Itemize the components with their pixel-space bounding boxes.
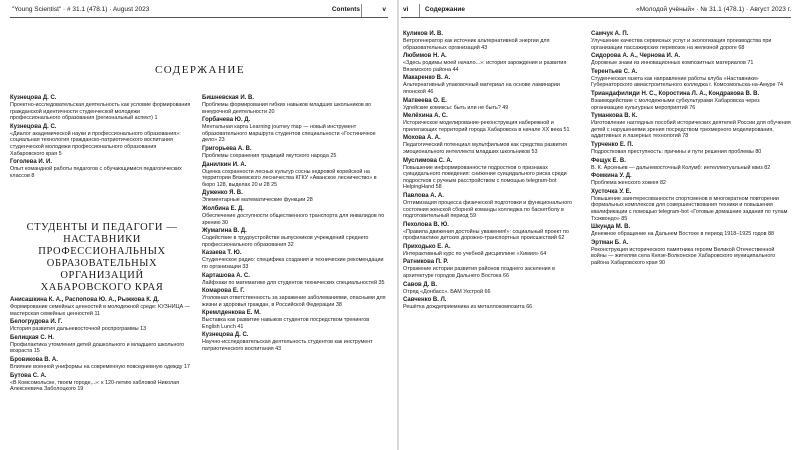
entry-author: Белицкая С. Н. <box>10 334 55 341</box>
entry-page: 76 <box>689 104 696 111</box>
toc-entry[interactable] <box>10 335 192 355</box>
entry-page: 88 <box>767 231 774 238</box>
entry-page: 35 <box>378 279 385 286</box>
entry-author: Карташова А. С. <box>202 272 250 279</box>
toc-entry[interactable] <box>10 357 192 371</box>
entry-page: 23 <box>218 137 225 144</box>
entry-author: Муслимова С. А. <box>403 157 453 164</box>
entry-title: Научно-исследовательская деятельность студентов как инструмент патриотического воспитания <box>202 339 373 353</box>
entry-author: Фомкина У. Д. <box>591 173 632 180</box>
right-header-section: Содержание <box>425 6 466 13</box>
toc-entry[interactable] <box>403 113 583 133</box>
entry-title: Ветрогенератор как источник альтернативной энергии для образовательных организаций <box>403 38 550 51</box>
entry-author: Сидорова А. А., Чернова И. А. <box>591 53 681 60</box>
entry-page: 15 <box>33 348 40 355</box>
toc-entry[interactable] <box>403 193 583 220</box>
right-page <box>399 0 799 450</box>
entry-title: Уголовная ответственность за заражение заболеваниями, опасными для жизни и здоровья граждан, в Российской Федерации <box>202 295 386 308</box>
entry-title: Проблемы формирования гибких навыков младших школьников во внеурочной деятельности <box>202 102 372 115</box>
entry-title: Повышение информированности подростков о признаках суицидального поведения: снижение суицидального риска среди подростков с ручным расстройством с помощью telegram-bot HelpingHand <box>403 164 567 191</box>
toc-entry[interactable] <box>202 95 388 115</box>
entry-page: 13 <box>140 326 147 333</box>
entry-author: Терентьев С. А. <box>591 68 638 75</box>
toc-entry[interactable] <box>202 332 388 352</box>
toc-entry[interactable] <box>202 190 388 204</box>
entry-page: 43 <box>275 346 282 353</box>
entry-author: Кремлденкова Е. М. <box>202 310 261 317</box>
entry-author: Приходько Е. А. <box>403 243 451 250</box>
entry-title: Элементарные математические функции <box>202 197 306 204</box>
entry-author: Бишневская И. В. <box>202 95 254 101</box>
toc-entry[interactable] <box>202 288 388 308</box>
entry-page: 33 <box>242 263 249 270</box>
entry-title: Лайфхаки по математике для студентов технических специальностей <box>202 279 377 286</box>
entry-page: 43 <box>481 44 488 51</box>
entry-page: 28 <box>306 197 313 204</box>
entry-title: История развития дальневосточной роспрограммы <box>10 326 139 333</box>
entry-page: 59 <box>469 213 476 220</box>
entry-page: 66 <box>484 288 491 295</box>
entry-page: 49 <box>502 104 509 111</box>
left-col2 <box>202 95 388 355</box>
page-title: СОДЕРЖАНИЕ <box>154 64 246 76</box>
entry-title: Оптимизация процесса физической подготовки и функционального состояния женской сборной команды колледжа по баскетболу в подготовительный период <box>403 199 573 220</box>
entry-author: Куликов И. В. <box>403 31 444 37</box>
entry-page: 90 <box>659 259 666 266</box>
entry-title: Историческое моделирование-реконструкция набережной и прилегающих территорий города Хабаровска в начале XX века <box>403 120 562 133</box>
toc-entry[interactable] <box>10 319 192 333</box>
entry-title: В. К. Арсеньев — дальневосточный Колумб: интеллектуальный квиз <box>591 164 763 171</box>
entry-title: Содействие в трудоустройстве выпускников учреждений среднего профессионального образования <box>202 235 369 248</box>
entry-title: Профилактика утомления детей дошкольного и младшего школьного возраста <box>10 341 185 355</box>
entry-title: «Правила движения достойны уважения!»: социальный проект по профилактике детских дорожно-транспортных происшествий <box>403 228 569 242</box>
entry-page: 44 <box>452 66 459 73</box>
entry-page: 66 <box>526 304 533 311</box>
entry-title: «Диалог академической науки и профессионального образования»: социальная технология гражданско-патриотического воспитания студенческой молодежи профессионального образования Хабаровского края <box>10 130 181 157</box>
entry-title: Решётка дождеприемника из металлокомпозита <box>403 304 525 311</box>
toc-entry[interactable] <box>202 146 388 160</box>
toc-entry[interactable] <box>202 310 388 330</box>
toc-entry[interactable] <box>591 113 791 140</box>
entry-author: Любимов Н. А. <box>403 53 447 60</box>
toc-entry[interactable] <box>403 297 583 311</box>
toc-entry[interactable] <box>591 173 791 187</box>
entry-title: «В Комсомольске, твоем городе,..»: к 120-летию хабловой Николая Алексеевича Заболоцкого <box>10 379 180 393</box>
entry-page: 25 <box>330 152 337 159</box>
header-divider <box>419 4 420 17</box>
entry-title: Педагогический потенциал мультфильмов как средства развития эмоционального интеллекта младших школьников <box>403 142 568 155</box>
entry-author: Пехоловa В. Ю. <box>403 221 449 228</box>
toc-entry[interactable] <box>202 273 388 287</box>
entry-page: 74 <box>776 82 783 89</box>
right-col2 <box>591 31 791 268</box>
entry-title: Влияние военной униформы на современную повседневную одежду <box>10 363 183 370</box>
entry-page: 5 <box>58 150 62 157</box>
entry-page: 62 <box>558 235 565 242</box>
entry-title: Оценка сохранности лесных культур сосны кедровой корейской на территории Вяземского лесничества КГКУ «Аванское лесничество» в бюро 128, выделах 20 и 28 <box>202 168 377 188</box>
entry-author: Хусточка У. Е. <box>591 188 632 195</box>
entry-title: Проектно-исследовательская деятельность как условие формирования гражданской идентичности студенческой молодежи профессионального образования (региональный аспект) <box>10 102 191 122</box>
entry-author: Данилкин И. А. <box>202 161 247 168</box>
left-header-journal: "Young Scientist" · # 31.1 (478.1) · August 2023 <box>12 6 150 13</box>
left-col1-top <box>10 95 192 181</box>
entry-title: Опыт командной работы педагогов с обучающимися педагогических классов <box>10 166 182 179</box>
entry-title: Формирование семейных ценностей в молодежной среде: КУЗНИЦА — мастерская семейных ценностей <box>10 304 191 317</box>
entry-page: 85 <box>621 215 628 222</box>
toc-entry[interactable] <box>202 228 388 248</box>
entry-title: Отряд «Донбасс». БАМ Укстрой <box>403 288 483 295</box>
entry-author: Кузнецова Д. С. <box>10 95 57 101</box>
entry-page: 78 <box>682 133 689 140</box>
right-col1 <box>403 31 583 313</box>
entry-page: 82 <box>764 164 771 171</box>
toc-entry[interactable] <box>591 91 791 111</box>
entry-page: 8 <box>31 172 35 179</box>
entry-page: 58 <box>435 184 442 191</box>
entry-page: 82 <box>659 180 666 187</box>
entry-page: 30 <box>222 219 228 226</box>
entry-author: Григорьева А. В. <box>202 145 252 152</box>
entry-author: Матвеева О. Е. <box>403 97 447 104</box>
header-divider <box>361 4 362 17</box>
entry-title: Отражение истории развития районов позднего заселения в архитектуре городов Дальнего Востока <box>403 266 555 280</box>
entry-author: Мохова А. А. <box>403 135 441 142</box>
entry-title: Обеспечение доступности общественного транспорта для инвалидов по зрению <box>202 212 385 226</box>
entry-author: Савов Д. В. <box>403 281 437 288</box>
entry-author: Самчук А. П. <box>591 31 629 37</box>
entry-author: Павлова А. А. <box>403 192 444 199</box>
toc-entry[interactable] <box>403 98 583 112</box>
toc-entry[interactable] <box>10 297 192 317</box>
toc-entry[interactable] <box>202 250 388 270</box>
entry-author: Бровикова В. А. <box>10 356 58 363</box>
toc-entry[interactable] <box>403 282 583 296</box>
entry-title: Ментальная карта Learning journey map — новый инструмент образовательного маршрута студентов специальности «Гостиничное дело» <box>202 124 376 144</box>
toc-entry[interactable] <box>403 158 583 191</box>
entry-title: «Здесь родимы моей начало...»: история зарождения и развития Вяземского района <box>403 60 567 73</box>
entry-author: Эртман Б. А. <box>591 239 629 246</box>
toc-entry[interactable] <box>202 162 388 189</box>
toc-entry[interactable] <box>403 222 583 242</box>
toc-entry[interactable] <box>403 31 583 51</box>
entry-page: 64 <box>540 250 547 257</box>
entry-page: 41 <box>237 323 244 330</box>
toc-entry[interactable] <box>403 259 583 279</box>
entry-title: Улучшение качества сервисных услуг и экологизация производства при организации пассажирских перевозок на железной дороге <box>591 38 772 51</box>
toc-entry[interactable] <box>591 142 791 156</box>
toc-entry[interactable] <box>202 206 388 226</box>
toc-entry[interactable] <box>403 244 583 258</box>
entry-author: Кузнецова Д. С. <box>10 123 57 130</box>
entry-page: 68 <box>738 44 745 51</box>
entry-page: 51 <box>563 126 570 133</box>
entry-page: 11 <box>94 310 101 317</box>
entry-page: 1 <box>154 115 158 122</box>
left-header-rule <box>10 17 388 18</box>
toc-entry[interactable] <box>403 53 583 73</box>
entry-page: 80 <box>755 148 762 155</box>
toc-entry[interactable] <box>10 373 192 393</box>
toc-entry[interactable] <box>10 95 192 122</box>
toc-entry[interactable] <box>591 240 791 267</box>
left-header-page-number: v <box>382 6 386 13</box>
entry-page: 46 <box>427 88 434 95</box>
entry-author: Жолбина Е. Д. <box>202 205 244 212</box>
toc-entry[interactable] <box>591 224 791 238</box>
entry-author: Шкунда М. В. <box>591 224 631 231</box>
entry-title: Альтернативный упаковочный материал на основе ламинарии японской <box>403 82 560 95</box>
entry-page: 66 <box>502 273 509 280</box>
toc-entry[interactable] <box>591 31 791 51</box>
entry-author: Турченко Е. П. <box>591 141 634 148</box>
entry-title: Денежное обращение на Дальнем Востоке в период 1918–1925 годов <box>591 231 767 238</box>
entry-author: Макаренко В. А. <box>403 75 451 82</box>
entry-author: Бутова С. А. <box>10 372 47 379</box>
toc-entry[interactable] <box>591 189 791 222</box>
entry-title: Подростковая преступность: причины и пути решения проблемы <box>591 148 754 155</box>
entry-page: 20 <box>268 108 275 115</box>
left-page <box>0 0 397 450</box>
entry-author: Фещук Е. В. <box>591 157 626 164</box>
entry-author: Кузнецова Д. С. <box>202 332 249 339</box>
entry-author: Ратникова П. Р. <box>403 259 449 266</box>
entry-author: Мелёхина А. С. <box>403 113 448 120</box>
left-header-section: Contents <box>331 6 360 13</box>
entry-author: Триандафилиди Н. С., Коростина Л. А., Кондракова В. В. <box>591 90 760 97</box>
left-col1-bottom <box>10 297 192 395</box>
entry-page: 53 <box>531 148 538 155</box>
entry-page: 25 <box>271 181 278 188</box>
right-header-page-number: vi <box>403 6 409 13</box>
entry-author: Гоголева И. И. <box>10 159 53 166</box>
entry-page: 17 <box>184 363 190 370</box>
entry-title: Повышение заинтересованности спортсменов в многократном повторении формальных комплексов для совершенствования техники и повышения квалификации с помощью telegram-bot «Готовые домашние задания по тулам Тхэквондо» <box>591 195 788 222</box>
entry-title: Дорожные знаки из инновационных композитных материалов <box>591 60 746 67</box>
entry-title: Удгейские комиксы: быть или не быть? <box>403 104 501 111</box>
entry-page: 19 <box>77 386 84 393</box>
toc-entry[interactable] <box>591 158 791 172</box>
entry-author: Жумагина В. Д. <box>202 228 247 235</box>
toc-entry[interactable] <box>202 117 388 144</box>
entry-page: 38 <box>335 301 342 308</box>
toc-entry[interactable] <box>10 159 192 179</box>
entry-author: Комарова Е. Г. <box>202 288 245 295</box>
entry-author: Казаева Т. Ю. <box>202 250 242 257</box>
entry-title: Проблемы сохранения традиций якутского народа <box>202 152 329 159</box>
entry-title: Реконструкция исторического памятника героям Великой Отечественной войны — жителям села Князе-Волконское Хабаровского муниципального района Хабаровского края <box>591 246 776 266</box>
entry-title: Студенческая газета как направление работы клуба «Наставники» Губернаторского авиастроительного колледжа г. Комсомольска-на-Амуре <box>591 75 776 89</box>
entry-title: Изготовление наглядных пособий исторических деятелей России для обучения детей с нарушениями зрения посредством трехмерного моделирования, аддитивных и лазерных технологий <box>591 120 791 140</box>
entry-title: Студенческое радио: специфика создания и технические рекомендации по организации <box>202 257 384 270</box>
entry-title: Проблема женского хоккея <box>591 180 659 187</box>
toc-entry[interactable] <box>591 69 791 89</box>
section-heading: СТУДЕНТЫ И ПЕДАГОГИ — НАСТАВНИКИ ПРОФЕССИОНАЛЬНЫХ ОБРАЗОВАТЕЛЬНЫХ ОРГАНИЗАЦИЙ ХАБАРОВСКОГО КРАЯ <box>26 222 178 293</box>
right-header-journal: «Молодой учёный» · № 31.1 (478.1) · Август 2023 г. <box>636 6 791 13</box>
entry-author: Белогрудова И. Г. <box>10 319 63 326</box>
entry-title: Интерактивный курс по учебной дисциплине «Химия» <box>403 250 539 257</box>
right-header-rule <box>401 17 791 18</box>
entry-author: Савченко В. Л. <box>403 297 447 304</box>
entry-page: 71 <box>747 60 754 67</box>
toc-entry[interactable] <box>403 75 583 95</box>
toc-entry[interactable] <box>403 135 583 155</box>
entry-author: Туманкова В. К. <box>591 113 638 120</box>
entry-author: Анисашкина К. А., Распопова Ю. А., Рыжкова К. Д. <box>10 297 160 303</box>
toc-entry[interactable] <box>10 124 192 157</box>
entry-title: Выставка как развитие навыков студентов посредством тренингов English Lunch <box>202 317 370 330</box>
entry-author: Дуженко Я. В. <box>202 190 243 197</box>
entry-page: 32 <box>287 241 294 248</box>
entry-title: Взаимодействие с молодежными субкультурами Хабаровска через организацию культурных мероприятий <box>591 97 760 111</box>
toc-entry[interactable] <box>591 53 791 67</box>
entry-author: Горбачева Ю. Д. <box>202 117 251 124</box>
